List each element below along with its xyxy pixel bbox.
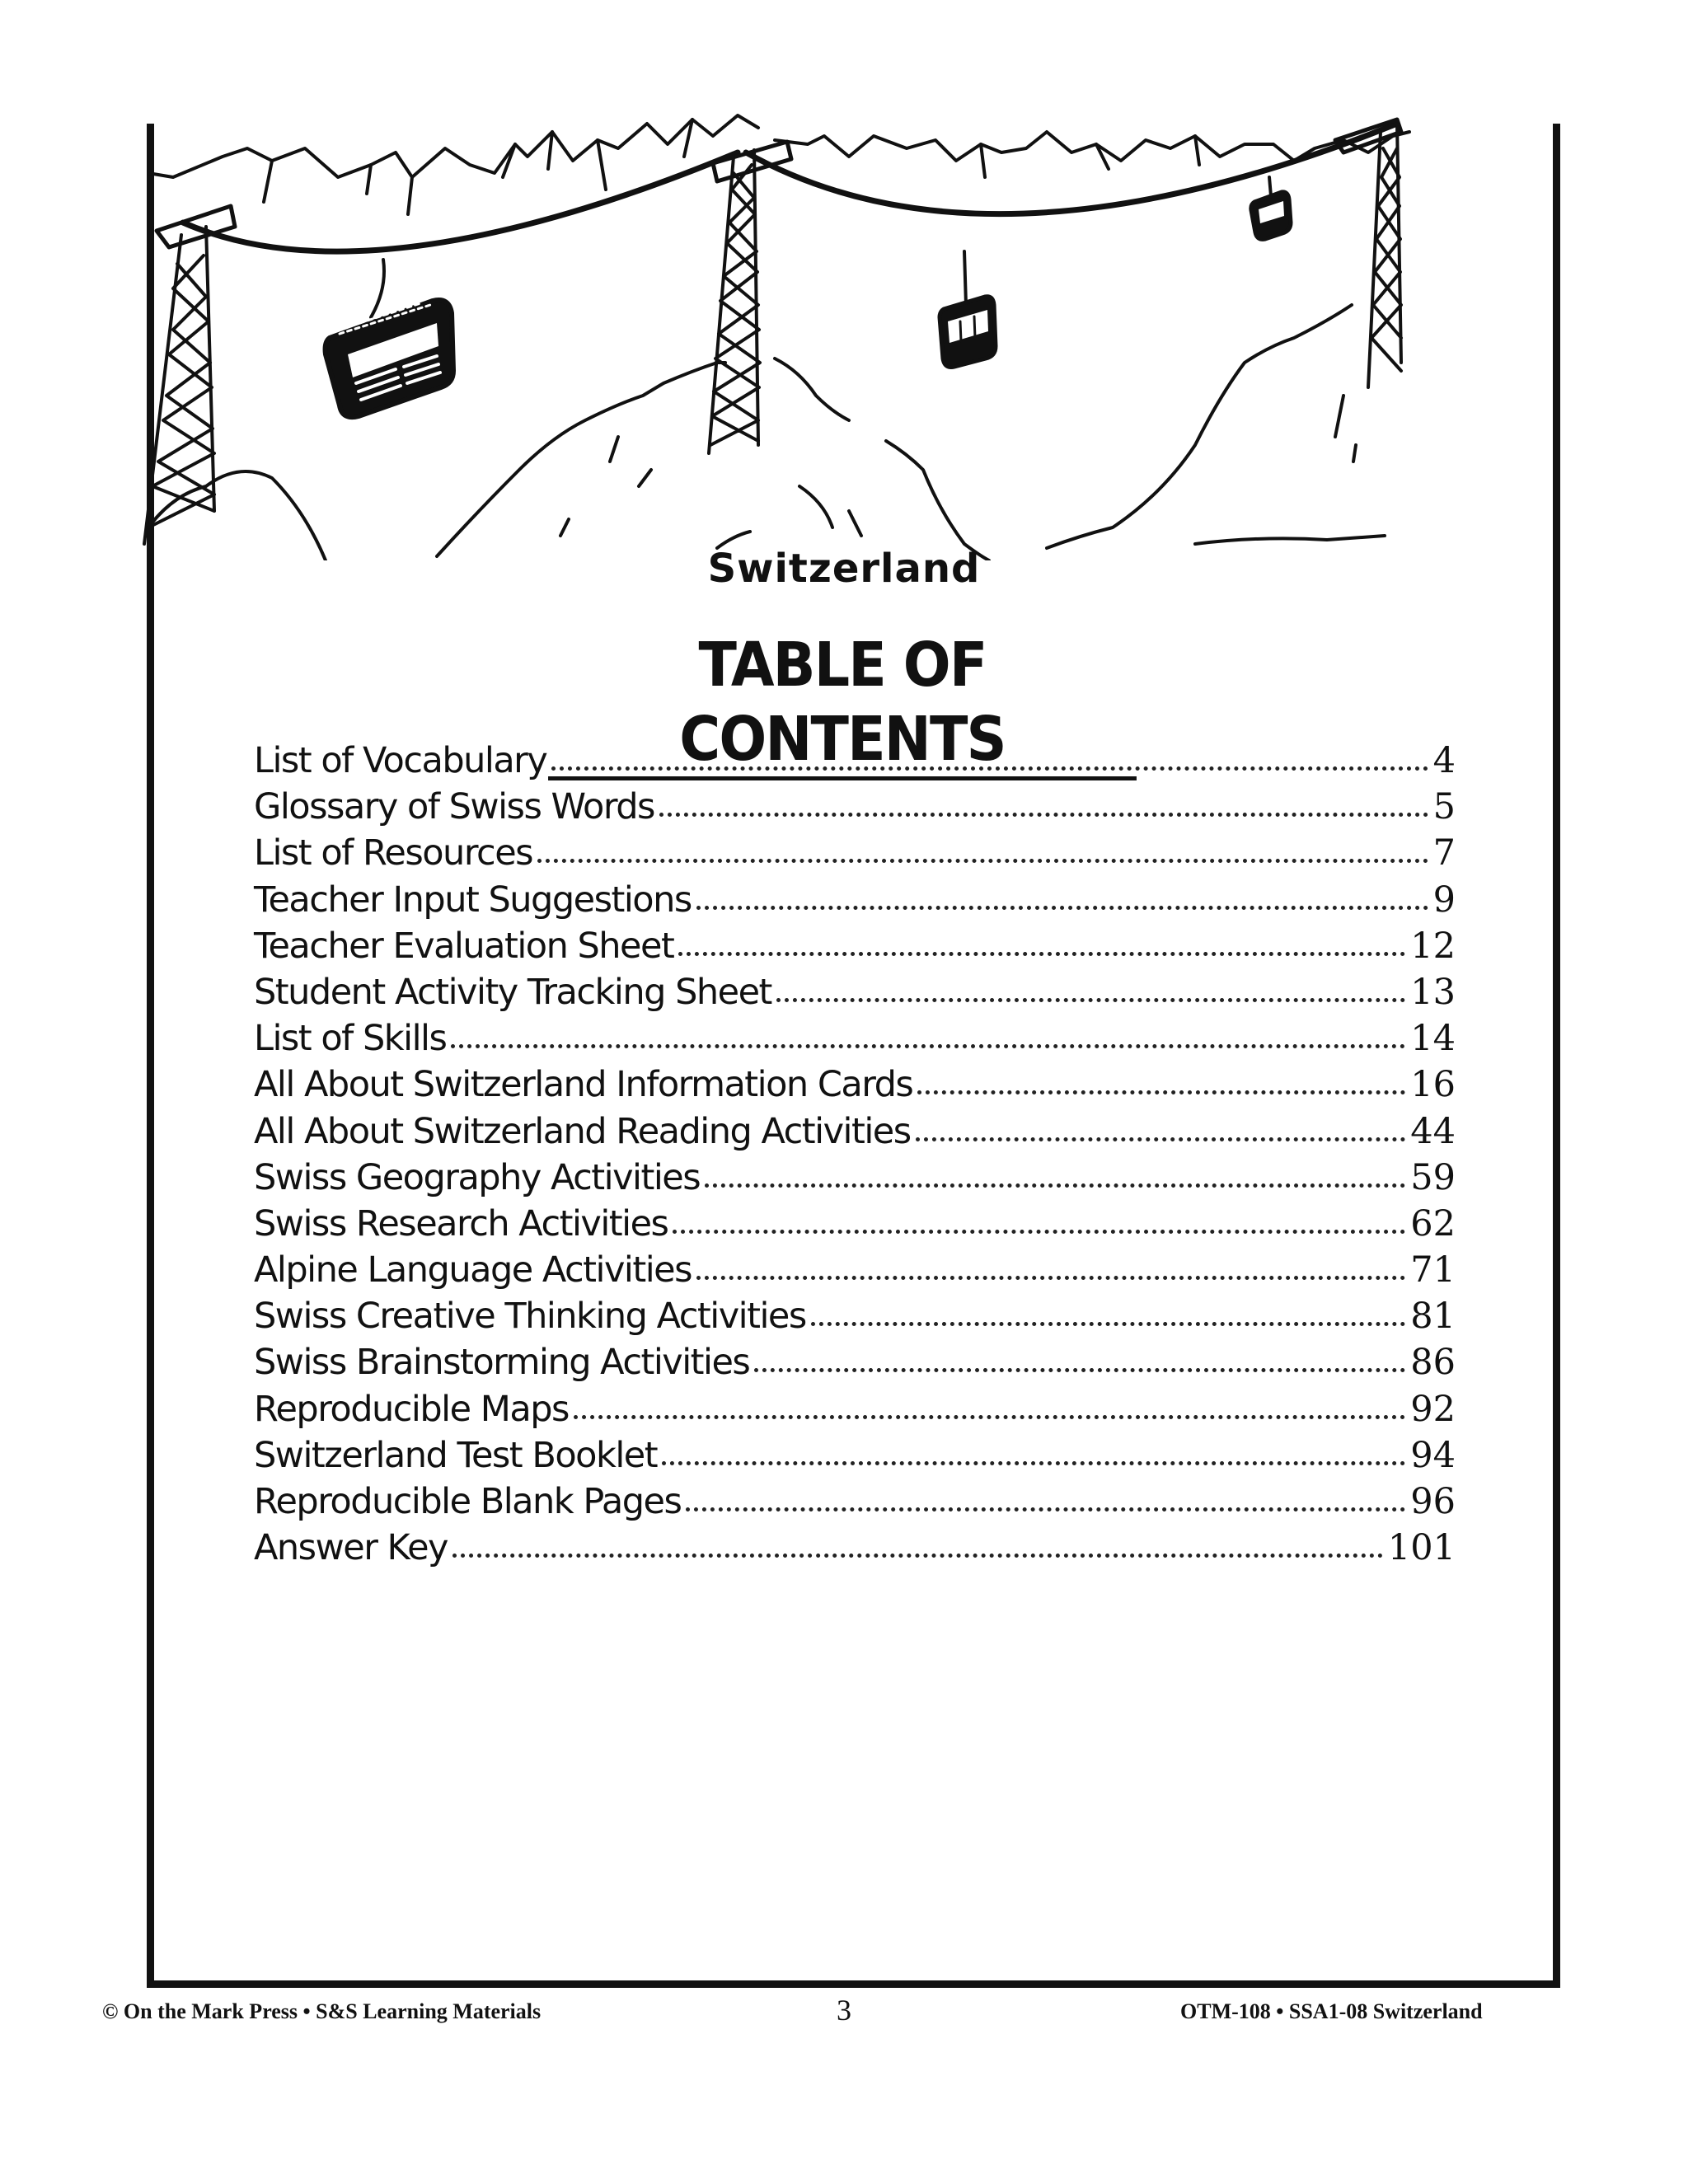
toc-entry-label: List of Resources	[254, 832, 533, 874]
toc-entry-page: 101	[1387, 1527, 1456, 1569]
toc-entry-label: Swiss Creative Thinking Activities	[254, 1296, 806, 1338]
toc-entry-label: Swiss Brainstorming Activities	[254, 1342, 750, 1384]
toc-entry[interactable]	[254, 1342, 1456, 1388]
toc-entry-page: 59	[1410, 1156, 1456, 1198]
toc-entry-page: 16	[1410, 1064, 1456, 1106]
tower-right-icon	[1335, 120, 1401, 387]
toc-entry[interactable]	[254, 926, 1456, 972]
toc-entry-label: Student Activity Tracking Sheet	[254, 971, 771, 1013]
footer-page-number: 3	[837, 1994, 851, 2027]
toc-entry[interactable]	[254, 1018, 1456, 1064]
toc-entry[interactable]	[254, 972, 1456, 1018]
toc-entry-page: 9	[1432, 879, 1456, 921]
toc-entry-page: 62	[1410, 1202, 1456, 1244]
toc-entry-label: Swiss Geography Activities	[254, 1156, 701, 1198]
toc-entry-label: Reproducible Maps	[254, 1388, 569, 1430]
dot-leader	[537, 854, 1428, 863]
dot-leader	[916, 1132, 1406, 1141]
toc-entry-page: 86	[1410, 1342, 1456, 1384]
toc-entry-page: 12	[1410, 925, 1456, 967]
toc-entry[interactable]	[254, 1249, 1456, 1296]
toc-entry-page: 94	[1410, 1434, 1456, 1476]
dot-leader	[452, 1549, 1383, 1558]
dot-leader	[686, 1502, 1405, 1511]
toc-entry-page: 13	[1410, 971, 1456, 1013]
cable-right-icon	[746, 124, 1397, 214]
gondola-large-icon	[326, 260, 453, 417]
dot-leader	[659, 808, 1428, 817]
toc-entry[interactable]	[254, 1064, 1456, 1110]
footer-product-code: OTM-108 • SSA1-08 Switzerland	[1180, 1999, 1483, 2023]
toc-entry-label: Teacher Evaluation Sheet	[254, 925, 674, 967]
toc-entry-page: 92	[1410, 1388, 1456, 1430]
toc-entry-label: Alpine Language Activities	[254, 1249, 692, 1291]
toc-entry-page: 4	[1432, 740, 1456, 781]
toc-entry[interactable]	[254, 1157, 1456, 1203]
toc-entry[interactable]	[254, 786, 1456, 832]
toc-entry[interactable]	[254, 1481, 1456, 1527]
toc-entry-label: Answer Key	[254, 1527, 448, 1569]
toc-entry[interactable]	[254, 1435, 1456, 1481]
toc-entry[interactable]	[254, 740, 1456, 786]
toc-entry-label: Reproducible Blank Pages	[254, 1481, 682, 1522]
dot-leader	[551, 762, 1428, 771]
cable-left-icon	[183, 152, 738, 251]
dot-leader	[696, 1271, 1405, 1280]
dot-leader	[678, 947, 1405, 956]
dot-leader	[705, 1179, 1405, 1188]
toc-entry-label: Swiss Research Activities	[254, 1202, 668, 1244]
dot-leader	[451, 1039, 1405, 1048]
toc-entry[interactable]	[254, 879, 1456, 926]
page-title: TABLE OF CONTENTS	[548, 628, 1137, 780]
dot-leader	[673, 1225, 1405, 1234]
gondola-small-icon	[1251, 177, 1291, 239]
dot-leader	[662, 1456, 1405, 1465]
toc-entry-label: All About Switzerland Reading Activities	[254, 1110, 911, 1152]
dot-leader	[754, 1363, 1405, 1372]
toc-entry[interactable]	[254, 1296, 1456, 1342]
toc-entry-label: All About Switzerland Information Cards	[254, 1064, 913, 1106]
dot-leader	[696, 901, 1428, 910]
dot-leader	[776, 993, 1405, 1002]
toc-entry[interactable]	[254, 832, 1456, 879]
table-of-contents	[254, 740, 1456, 1573]
dot-leader	[574, 1410, 1405, 1419]
toc-entry-page: 71	[1410, 1249, 1456, 1291]
toc-entry-label: Teacher Input Suggestions	[254, 879, 692, 921]
toc-entry[interactable]	[254, 1203, 1456, 1249]
dot-leader	[917, 1085, 1405, 1094]
gondola-medium-icon	[940, 251, 996, 368]
toc-entry-page: 14	[1410, 1018, 1456, 1060]
toc-entry[interactable]	[254, 1389, 1456, 1435]
toc-entry[interactable]	[254, 1111, 1456, 1157]
toc-entry[interactable]	[254, 1527, 1456, 1573]
tower-middle-icon	[709, 142, 791, 453]
toc-entry-label: Glossary of Swiss Words	[254, 786, 654, 828]
footer-publisher: © On the Mark Press • S&S Learning Materials	[102, 1999, 542, 2023]
toc-entry-label: List of Skills	[254, 1018, 447, 1060]
cable-car-illustration	[124, 99, 1574, 560]
book-subtitle: Switzerland	[707, 546, 981, 592]
toc-entry-page: 96	[1410, 1481, 1456, 1522]
toc-entry-label: List of Vocabulary	[254, 740, 547, 781]
toc-entry-page: 7	[1432, 832, 1456, 874]
toc-entry-label: Switzerland Test Booklet	[254, 1434, 658, 1476]
toc-entry-page: 81	[1410, 1296, 1456, 1338]
toc-entry-page: 5	[1432, 786, 1456, 828]
toc-entry-page: 44	[1410, 1110, 1456, 1152]
dot-leader	[811, 1317, 1406, 1326]
